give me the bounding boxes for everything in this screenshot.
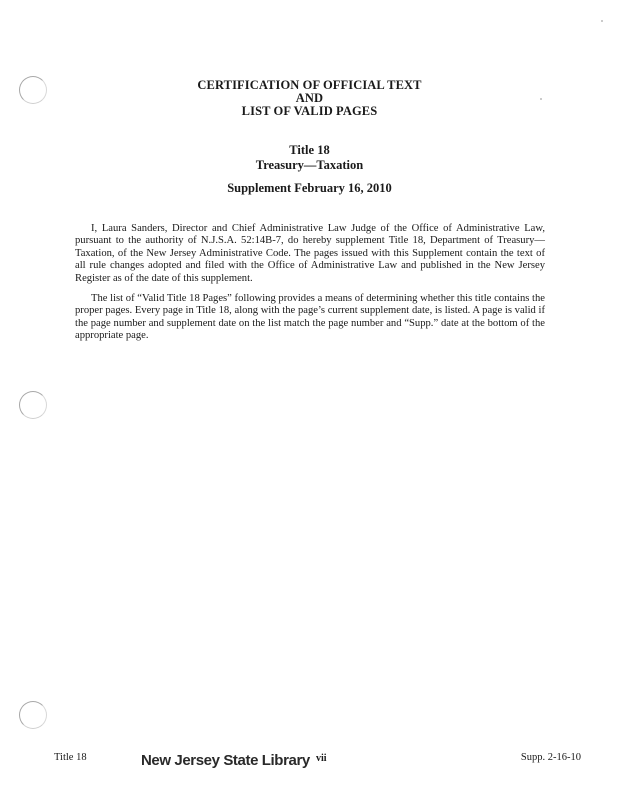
punch-hole-middle xyxy=(19,391,47,419)
footer-supplement-date: Supp. 2-16-10 xyxy=(520,752,581,763)
scan-speck xyxy=(601,20,603,22)
heading-line-2: AND xyxy=(295,91,324,105)
certification-paragraph: I, Laura Sanders, Director and Chief Administrative Law Judge of the Office of Administrative Law, pursuant to the authority of N.J.S.A. 52:14B-7, do hereby supplement Title 18, Department of Treasury—Taxation, of the New Jersey Administrative Code. The pages issued with this Supplement contain the text of all rule changes adopted and filed with the Office of Administrative Law and published in the New Jersey Register as of the date of this supplement. xyxy=(75,223,545,284)
page-number: vii xyxy=(316,753,327,764)
supplement-date-heading: Supplement February 16, 2010 xyxy=(227,181,392,195)
scan-speck xyxy=(540,98,542,100)
valid-pages-paragraph: The list of “Valid Title 18 Pages” following provides a means of determining whether this title contains the proper pages. Every page in Title 18, along with the page’s current supplement date, is listed. A page is valid if the page number and supplement date on the list match the page number and “Supp.” date at the bottom of the appropriate page. xyxy=(75,293,545,342)
title-number: Title 18 xyxy=(289,143,330,157)
title-heading xyxy=(0,143,619,173)
heading-line-1: CERTIFICATION OF OFFICIAL TEXT xyxy=(197,78,422,92)
punch-hole-bottom xyxy=(19,701,47,729)
library-stamp: New Jersey State Library xyxy=(141,752,310,769)
heading-line-3: LIST OF VALID PAGES xyxy=(241,104,378,118)
title-name: Treasury—Taxation xyxy=(255,158,364,172)
footer-title: Title 18 xyxy=(54,752,87,763)
certification-heading xyxy=(0,79,619,118)
